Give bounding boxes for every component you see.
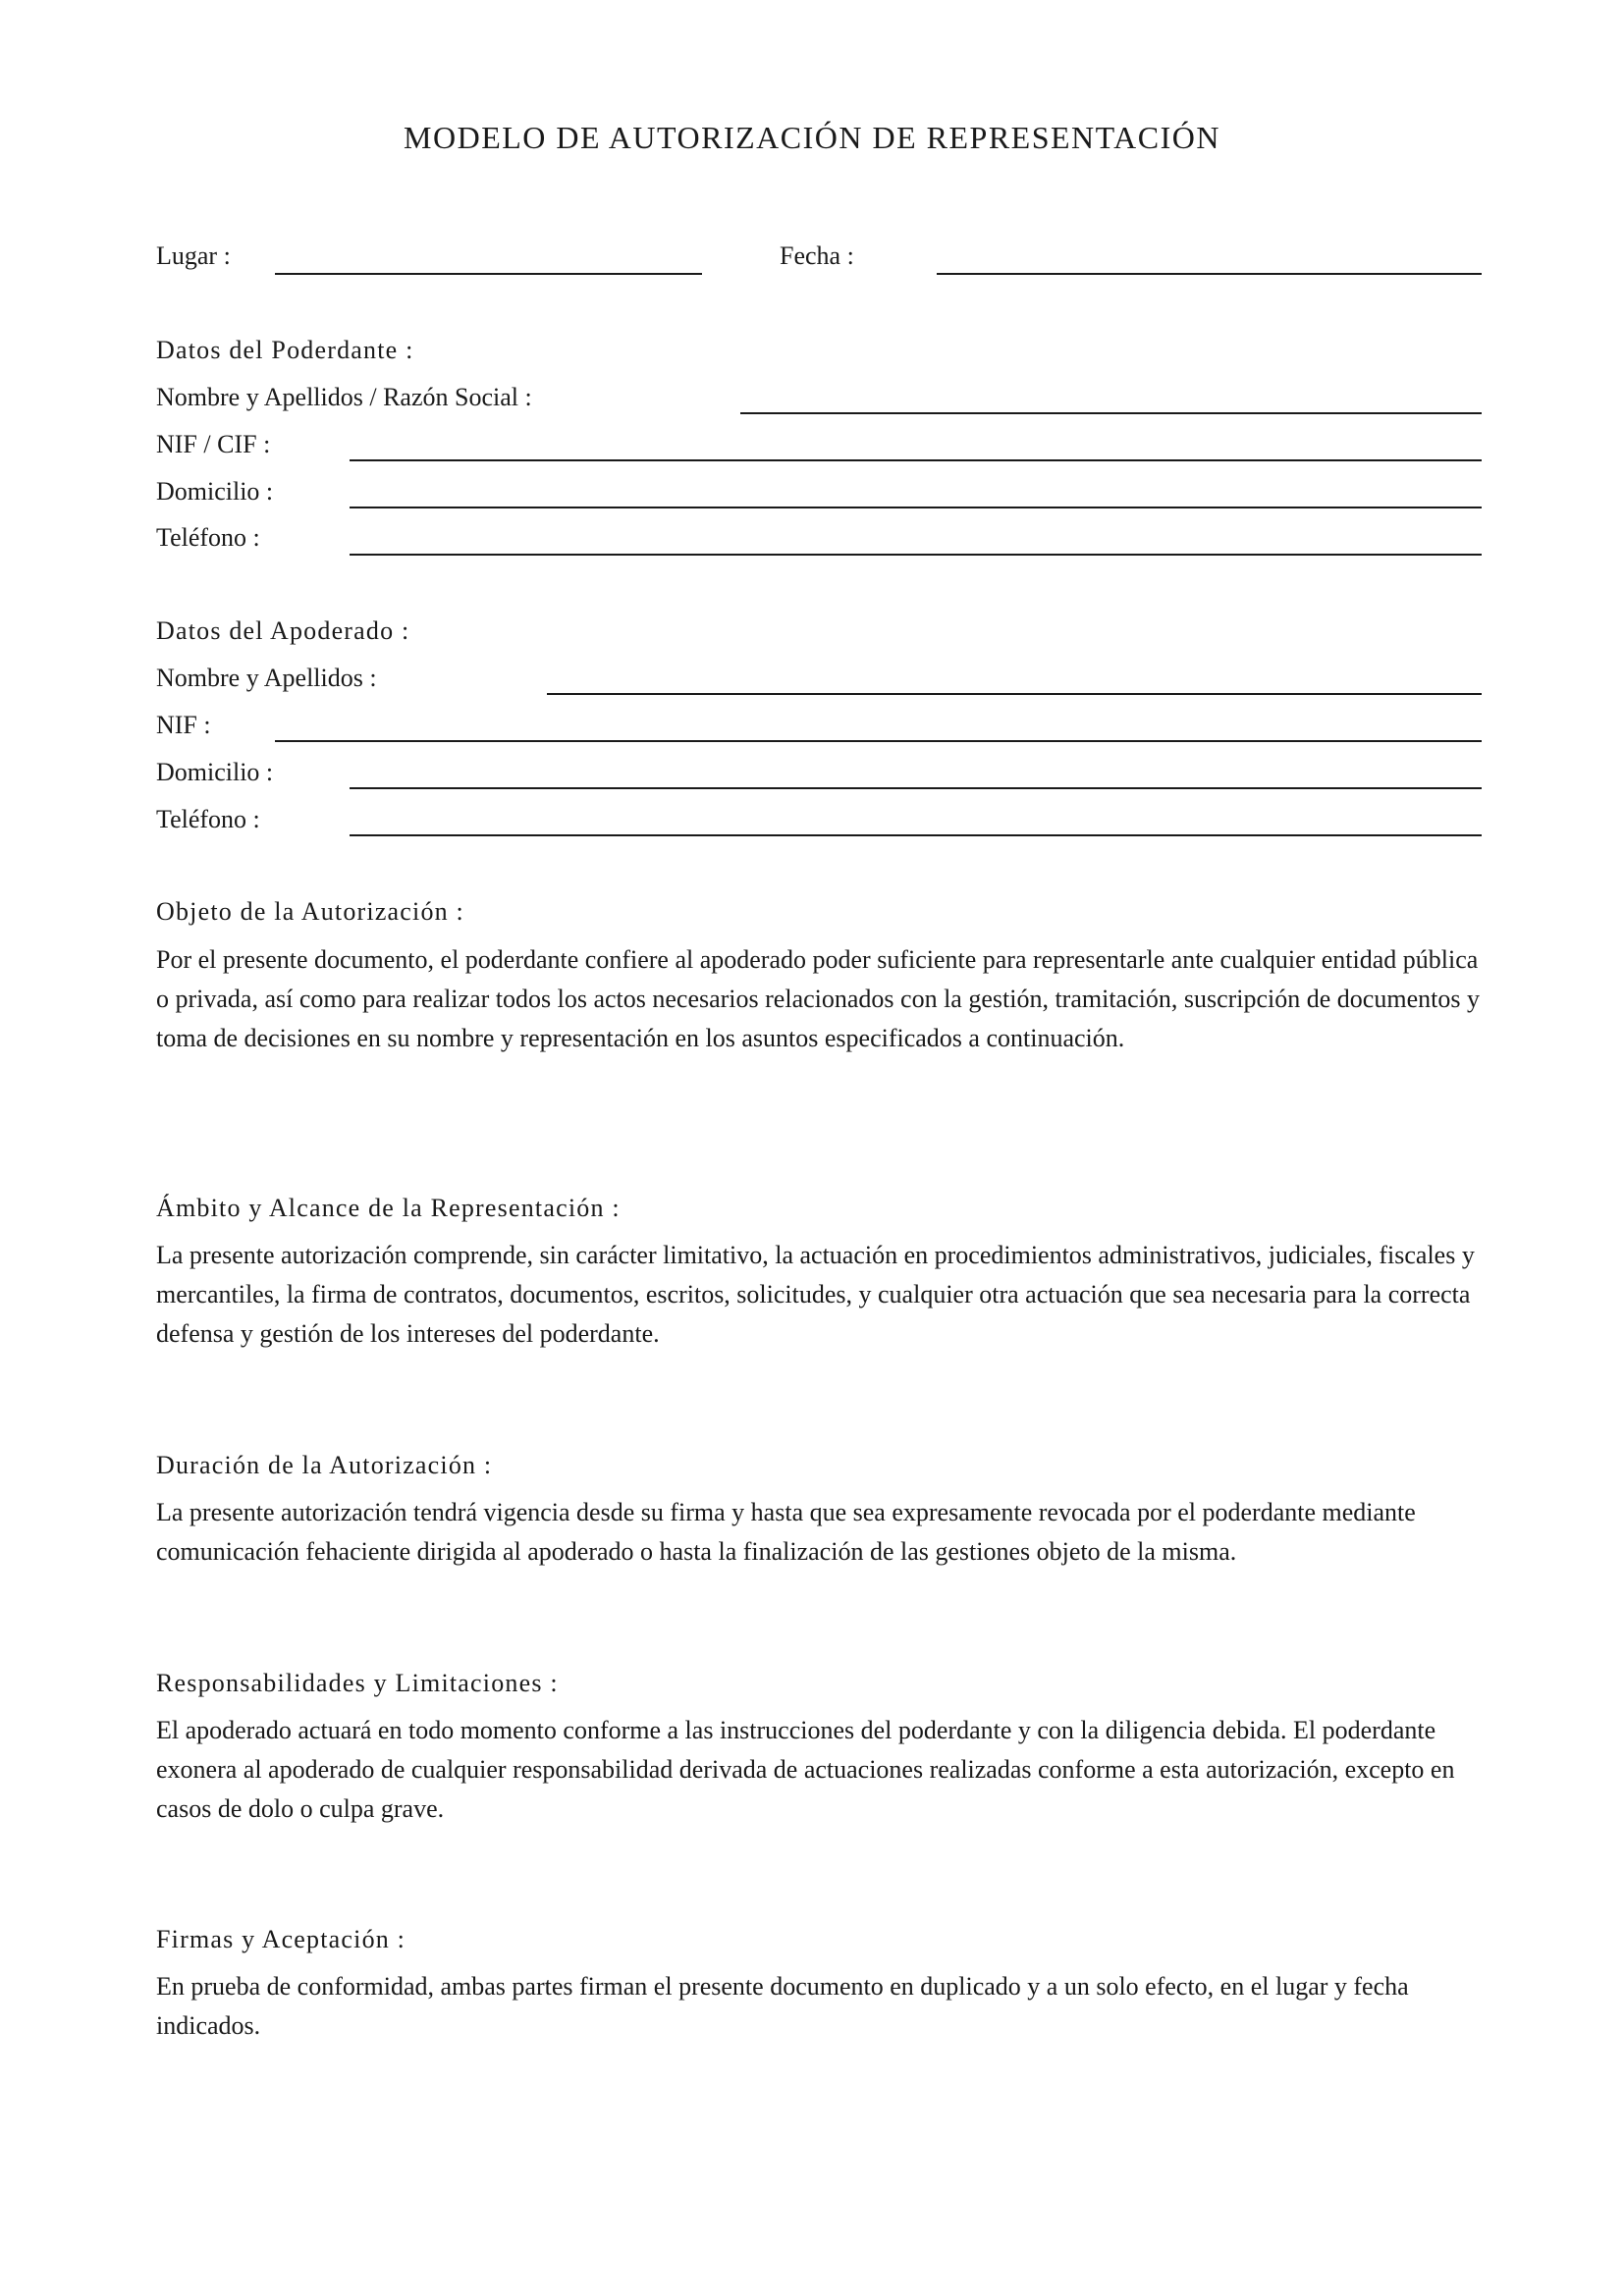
grantor-heading: Datos del Poderdante :	[156, 336, 414, 364]
representative-tax-id-field[interactable]	[275, 711, 1482, 742]
document-title: MODELO DE AUTORIZACIÓN DE REPRESENTACIÓN	[404, 120, 1220, 155]
object-paragraph: Por el presente documento, el poderdante confiere al apoderado poder suficiente para representarle ante cualquier entidad pública o privada, así como para realizar todos los actos necesarios relacionados con la gestión, tramitación, suscripción de documentos y toma de decisiones en su nombre y representación en los asuntos especificados a continuación.	[156, 945, 1480, 1052]
duration-heading: Duración de la Autorización :	[156, 1451, 493, 1479]
grantor-tax-id-label: NIF / CIF :	[156, 430, 271, 458]
responsibilities-heading: Responsabilidades y Limitaciones :	[156, 1669, 559, 1697]
grantor-name-label: Nombre y Apellidos / Razón Social :	[156, 383, 532, 411]
duration-paragraph: La presente autorización tendrá vigencia desde su firma y hasta que sea expresamente revocada por el poderdante mediante comunicación fehaciente dirigida al apoderado o hasta la finalización de las gestiones objeto de la misma.	[156, 1498, 1416, 1566]
representative-tax-id-label: NIF :	[156, 711, 211, 739]
place-field[interactable]	[275, 243, 702, 275]
grantor-tax-id-field[interactable]	[350, 430, 1482, 461]
date-label: Fecha :	[780, 241, 854, 270]
grantor-phone-label: Teléfono :	[156, 523, 260, 552]
representative-phone-field[interactable]	[350, 805, 1482, 836]
representative-phone-label: Teléfono :	[156, 805, 260, 833]
scope-heading: Ámbito y Alcance de la Representación :	[156, 1194, 621, 1222]
responsibilities-paragraph: El apoderado actuará en todo momento conforme a las instrucciones del poderdante y con la diligencia debida. El poderdante exonera al apoderado de cualquier responsabilidad derivada de actuaciones realizadas conforme a esta autorización, excepto en casos de dolo o culpa grave.	[156, 1716, 1455, 1823]
grantor-phone-field[interactable]	[350, 524, 1482, 556]
object-heading: Objeto de la Autorización :	[156, 897, 464, 926]
date-field[interactable]	[937, 243, 1482, 275]
representative-heading: Datos del Apoderado :	[156, 616, 410, 645]
representative-name-label: Nombre y Apellidos :	[156, 664, 377, 692]
grantor-address-field[interactable]	[350, 477, 1482, 508]
signatures-paragraph: En prueba de conformidad, ambas partes firman el presente documento en duplicado y a un solo efecto, en el lugar y fecha indicados.	[156, 1972, 1409, 2040]
place-label: Lugar :	[156, 241, 231, 270]
representative-address-field[interactable]	[350, 758, 1482, 789]
grantor-name-field[interactable]	[740, 383, 1482, 414]
representative-name-field[interactable]	[547, 664, 1482, 695]
grantor-address-label: Domicilio :	[156, 477, 274, 506]
signatures-heading: Firmas y Aceptación :	[156, 1925, 406, 1953]
scope-paragraph: La presente autorización comprende, sin carácter limitativo, la actuación en procedimientos administrativos, judiciales, fiscales y mercantiles, la firma de contratos, documentos, escritos, solicitudes, y cualquier otra actuación que sea necesaria para la correcta defensa y gestión de los intereses del poderdante.	[156, 1241, 1475, 1348]
representative-address-label: Domicilio :	[156, 758, 274, 786]
